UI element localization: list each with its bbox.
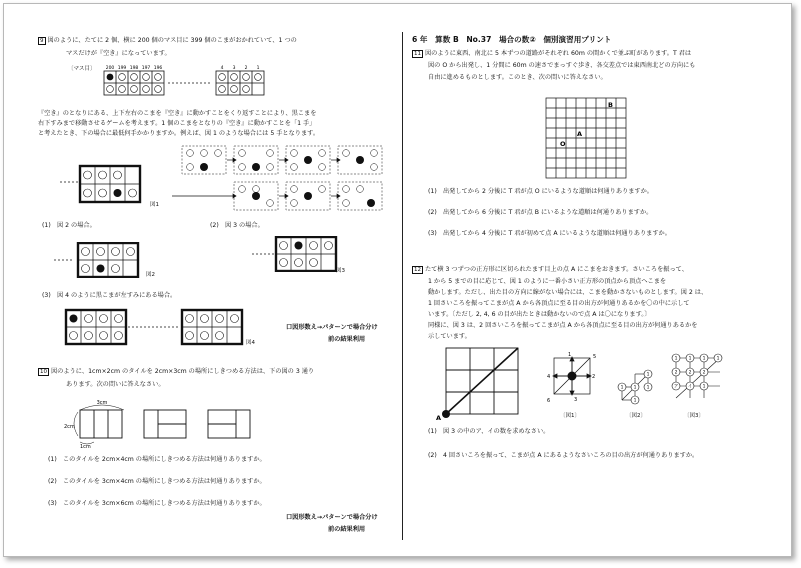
problem-9-note-2: 前の結果利用 bbox=[328, 336, 366, 343]
problem-11-q2: (2) 出発してから 6 分後に T 君が点 B にいるような道順は何通りありますか。 bbox=[428, 209, 653, 216]
col-label: 200 bbox=[105, 66, 115, 71]
problem-10-q3: (3) このタイルを 3cm×6cm の場所にしきつめる方法は何通りありますか。 bbox=[48, 500, 266, 507]
point-A-label: A bbox=[577, 130, 583, 138]
problem-12-q2: (2) 4 回さいころを振って、こまが点 A にあるようなさいころの目の出方が何通りありますか。 bbox=[428, 452, 699, 459]
svg-text:1: 1 bbox=[633, 385, 637, 391]
col-label: 4 bbox=[220, 66, 224, 71]
figure-1-steps bbox=[170, 144, 392, 212]
svg-text:2: 2 bbox=[688, 370, 692, 376]
svg-text:1: 1 bbox=[674, 356, 678, 362]
figure-3-label: 図3 bbox=[336, 268, 345, 274]
problem-10-note-1: 口図形数え→パターンで場合分け bbox=[286, 514, 378, 521]
svg-text:6: 6 bbox=[547, 398, 551, 404]
point-B-label: B bbox=[608, 101, 613, 109]
col-label: 1 bbox=[256, 66, 260, 71]
dice-direction-figure bbox=[544, 350, 606, 404]
problem-12-q1: (1) 図 3 の中のア、イの数を求めなさい。 bbox=[428, 428, 550, 435]
svg-text:1: 1 bbox=[646, 385, 650, 391]
label-2cm: 2cm bbox=[64, 424, 75, 430]
problem-10-q1: (1) このタイルを 2cm×4cm の場所にしきつめる方法は何通りありますか。 bbox=[48, 456, 266, 463]
problem-11-line-3: 自由に進めるものとします。このとき、次の問いに答えなさい。 bbox=[428, 74, 607, 81]
problem-12-line-2: 1 から 5 までの目に応じて、図 1 のように一番小さい正方形の頂点から頂点へこまを bbox=[428, 278, 667, 285]
figure-1-label: 図1 bbox=[150, 202, 159, 208]
dice-grid-figure bbox=[432, 342, 524, 422]
svg-text:1: 1 bbox=[633, 398, 637, 404]
problem-9-desc-2: 右下すみまで移動させるゲームを考えます。1 個のこまをとなりの『空き』に動かすことを「1 手」 bbox=[38, 120, 316, 127]
svg-text:4: 4 bbox=[547, 374, 551, 380]
problem-12-line-5: います。〔ただし 2, 4, 6 の目が出たときは動かないので点 A は〇になります。〕 bbox=[428, 311, 651, 318]
figure-3-board bbox=[252, 236, 342, 272]
figure-2-board bbox=[54, 242, 144, 278]
problem-9-q3: (3) 図 4 のように黒こまが左すみにある場合。 bbox=[42, 292, 177, 299]
figure-3-caption: 〔図3〕 bbox=[684, 413, 704, 419]
problem-9-q1: (1) 図 2 の場合。 bbox=[42, 222, 96, 229]
problem-10-line-1: 10 図のように、1cm×2cm のタイルを 2cm×3cm の場所にしきつめる方法は、下の図の 3 通り bbox=[40, 368, 315, 375]
svg-text:5: 5 bbox=[593, 354, 597, 360]
page-header: 6 年 算数 B No.37 場合の数② 個別演習用プリント bbox=[412, 35, 612, 44]
svg-text:1: 1 bbox=[702, 356, 706, 362]
svg-text:1: 1 bbox=[716, 356, 720, 362]
street-grid-figure bbox=[542, 94, 632, 180]
figure-1-board bbox=[60, 162, 160, 208]
figure-1-caption: 〔図1〕 bbox=[560, 413, 580, 419]
svg-text:1: 1 bbox=[688, 356, 692, 362]
problem-10-number: 10 bbox=[40, 369, 47, 375]
svg-text:ア: ア bbox=[673, 384, 679, 390]
svg-text:1: 1 bbox=[568, 352, 572, 358]
problem-12-line-7: 示しています。 bbox=[428, 333, 471, 340]
mass-grid-figure bbox=[98, 64, 294, 96]
problem-11-line-1: 11 図のように東西、南北に 5 本ずつの道路がそれぞれ 60m の間かくで並ぶ町があります。T 君は bbox=[414, 50, 692, 57]
tiling-figures bbox=[60, 398, 260, 448]
point-O-label: O bbox=[560, 140, 566, 148]
problem-9-q2: (2) 図 3 の場合。 bbox=[210, 222, 264, 229]
worksheet-page bbox=[3, 3, 792, 557]
figure-4-board bbox=[64, 308, 244, 348]
problem-9-line-2: マスだけが『空き』になっています。 bbox=[66, 50, 171, 57]
label-1cm: 1cm bbox=[80, 444, 91, 448]
svg-text:1: 1 bbox=[702, 384, 706, 390]
problem-11-number: 11 bbox=[414, 51, 421, 57]
problem-12-line-3: 動かします。ただし、出た目の方向に線がない場合には、こまを動かさないものとします。図 2 は、 bbox=[428, 289, 708, 296]
grid-point-A-label: A bbox=[436, 414, 442, 422]
svg-text:2: 2 bbox=[674, 370, 678, 376]
problem-9-number: 9 bbox=[40, 38, 44, 44]
label-3cm: 3cm bbox=[96, 400, 108, 406]
svg-text:2: 2 bbox=[592, 374, 596, 380]
col-label: 199 bbox=[117, 66, 127, 71]
svg-text:1: 1 bbox=[620, 385, 624, 391]
problem-12-line-6: 同様に、図 3 は、2 回さいころを振ってこまが点 A から各頂点に至る目の出方が何通りあるかを bbox=[428, 322, 698, 329]
problem-11-q1: (1) 出発してから 2 分後に T 君が点 O にいるような道順は何通りありますか。 bbox=[428, 188, 653, 195]
problem-10-q2: (2) このタイルを 3cm×4cm の場所にしきつめる方法は何通りありますか。 bbox=[48, 478, 266, 485]
one-roll-figure bbox=[616, 366, 656, 406]
figure-2-label: 図2 bbox=[146, 272, 155, 278]
mass-label: 〔マス目〕 bbox=[68, 66, 96, 72]
problem-11-q3: (3) 出発してから 4 分後に T 君が初めて点 A にいるような道順は何通りありますか。 bbox=[428, 230, 671, 237]
problem-9-line-1: 9 図のように、たてに 2 個、横に 200 個のマス目に 399 個のこまがおかれていて、1 つの bbox=[40, 37, 297, 44]
problem-10-line-2: あります。次の問いに答えなさい。 bbox=[66, 381, 165, 388]
problem-9-note-1: 口図形数え→パターンで場合分け bbox=[286, 324, 378, 331]
problem-11-line-2: 図の O から出発し、1 分間に 60m の速さでまっすぐ歩き、各交差点では東西南北どの方向にも bbox=[428, 62, 696, 69]
problem-12-number: 12 bbox=[414, 267, 421, 273]
figure-4-label: 図4 bbox=[246, 340, 255, 346]
col-label: 197 bbox=[141, 66, 151, 71]
problem-9-desc-3: と考えたとき、下の場合に最低何手かかりますか。例えば、図 1 のような場合には 5 手となります。 bbox=[38, 130, 320, 137]
svg-text:2: 2 bbox=[702, 370, 706, 376]
svg-text:3: 3 bbox=[574, 397, 578, 403]
problem-12-line-4: 1 回さいころを振ってこまが点 A から各頂点に至る目の出方が何通りあるかを〇の中に示して bbox=[428, 300, 690, 307]
problem-12-line-1: 12 たて横 3 つずつの正方形に区切られたます目上の点 A にこまをおきます。さいころを振って、 bbox=[414, 266, 688, 273]
two-roll-figure bbox=[668, 350, 728, 406]
col-label: 196 bbox=[153, 66, 163, 71]
problem-10-note-2: 前の結果利用 bbox=[328, 526, 366, 533]
col-label: 2 bbox=[244, 66, 248, 71]
col-label: 198 bbox=[129, 66, 139, 71]
svg-text:1: 1 bbox=[646, 372, 650, 378]
col-label: 3 bbox=[232, 66, 236, 71]
figure-2-caption: 〔図2〕 bbox=[626, 413, 646, 419]
problem-9-desc-1: 『空き』のとなりにある、上下左右のこまを『空き』に動かすことをくり返すことにより、黒こまを bbox=[38, 110, 317, 117]
column-divider bbox=[402, 32, 403, 540]
svg-text:イ: イ bbox=[687, 384, 693, 390]
